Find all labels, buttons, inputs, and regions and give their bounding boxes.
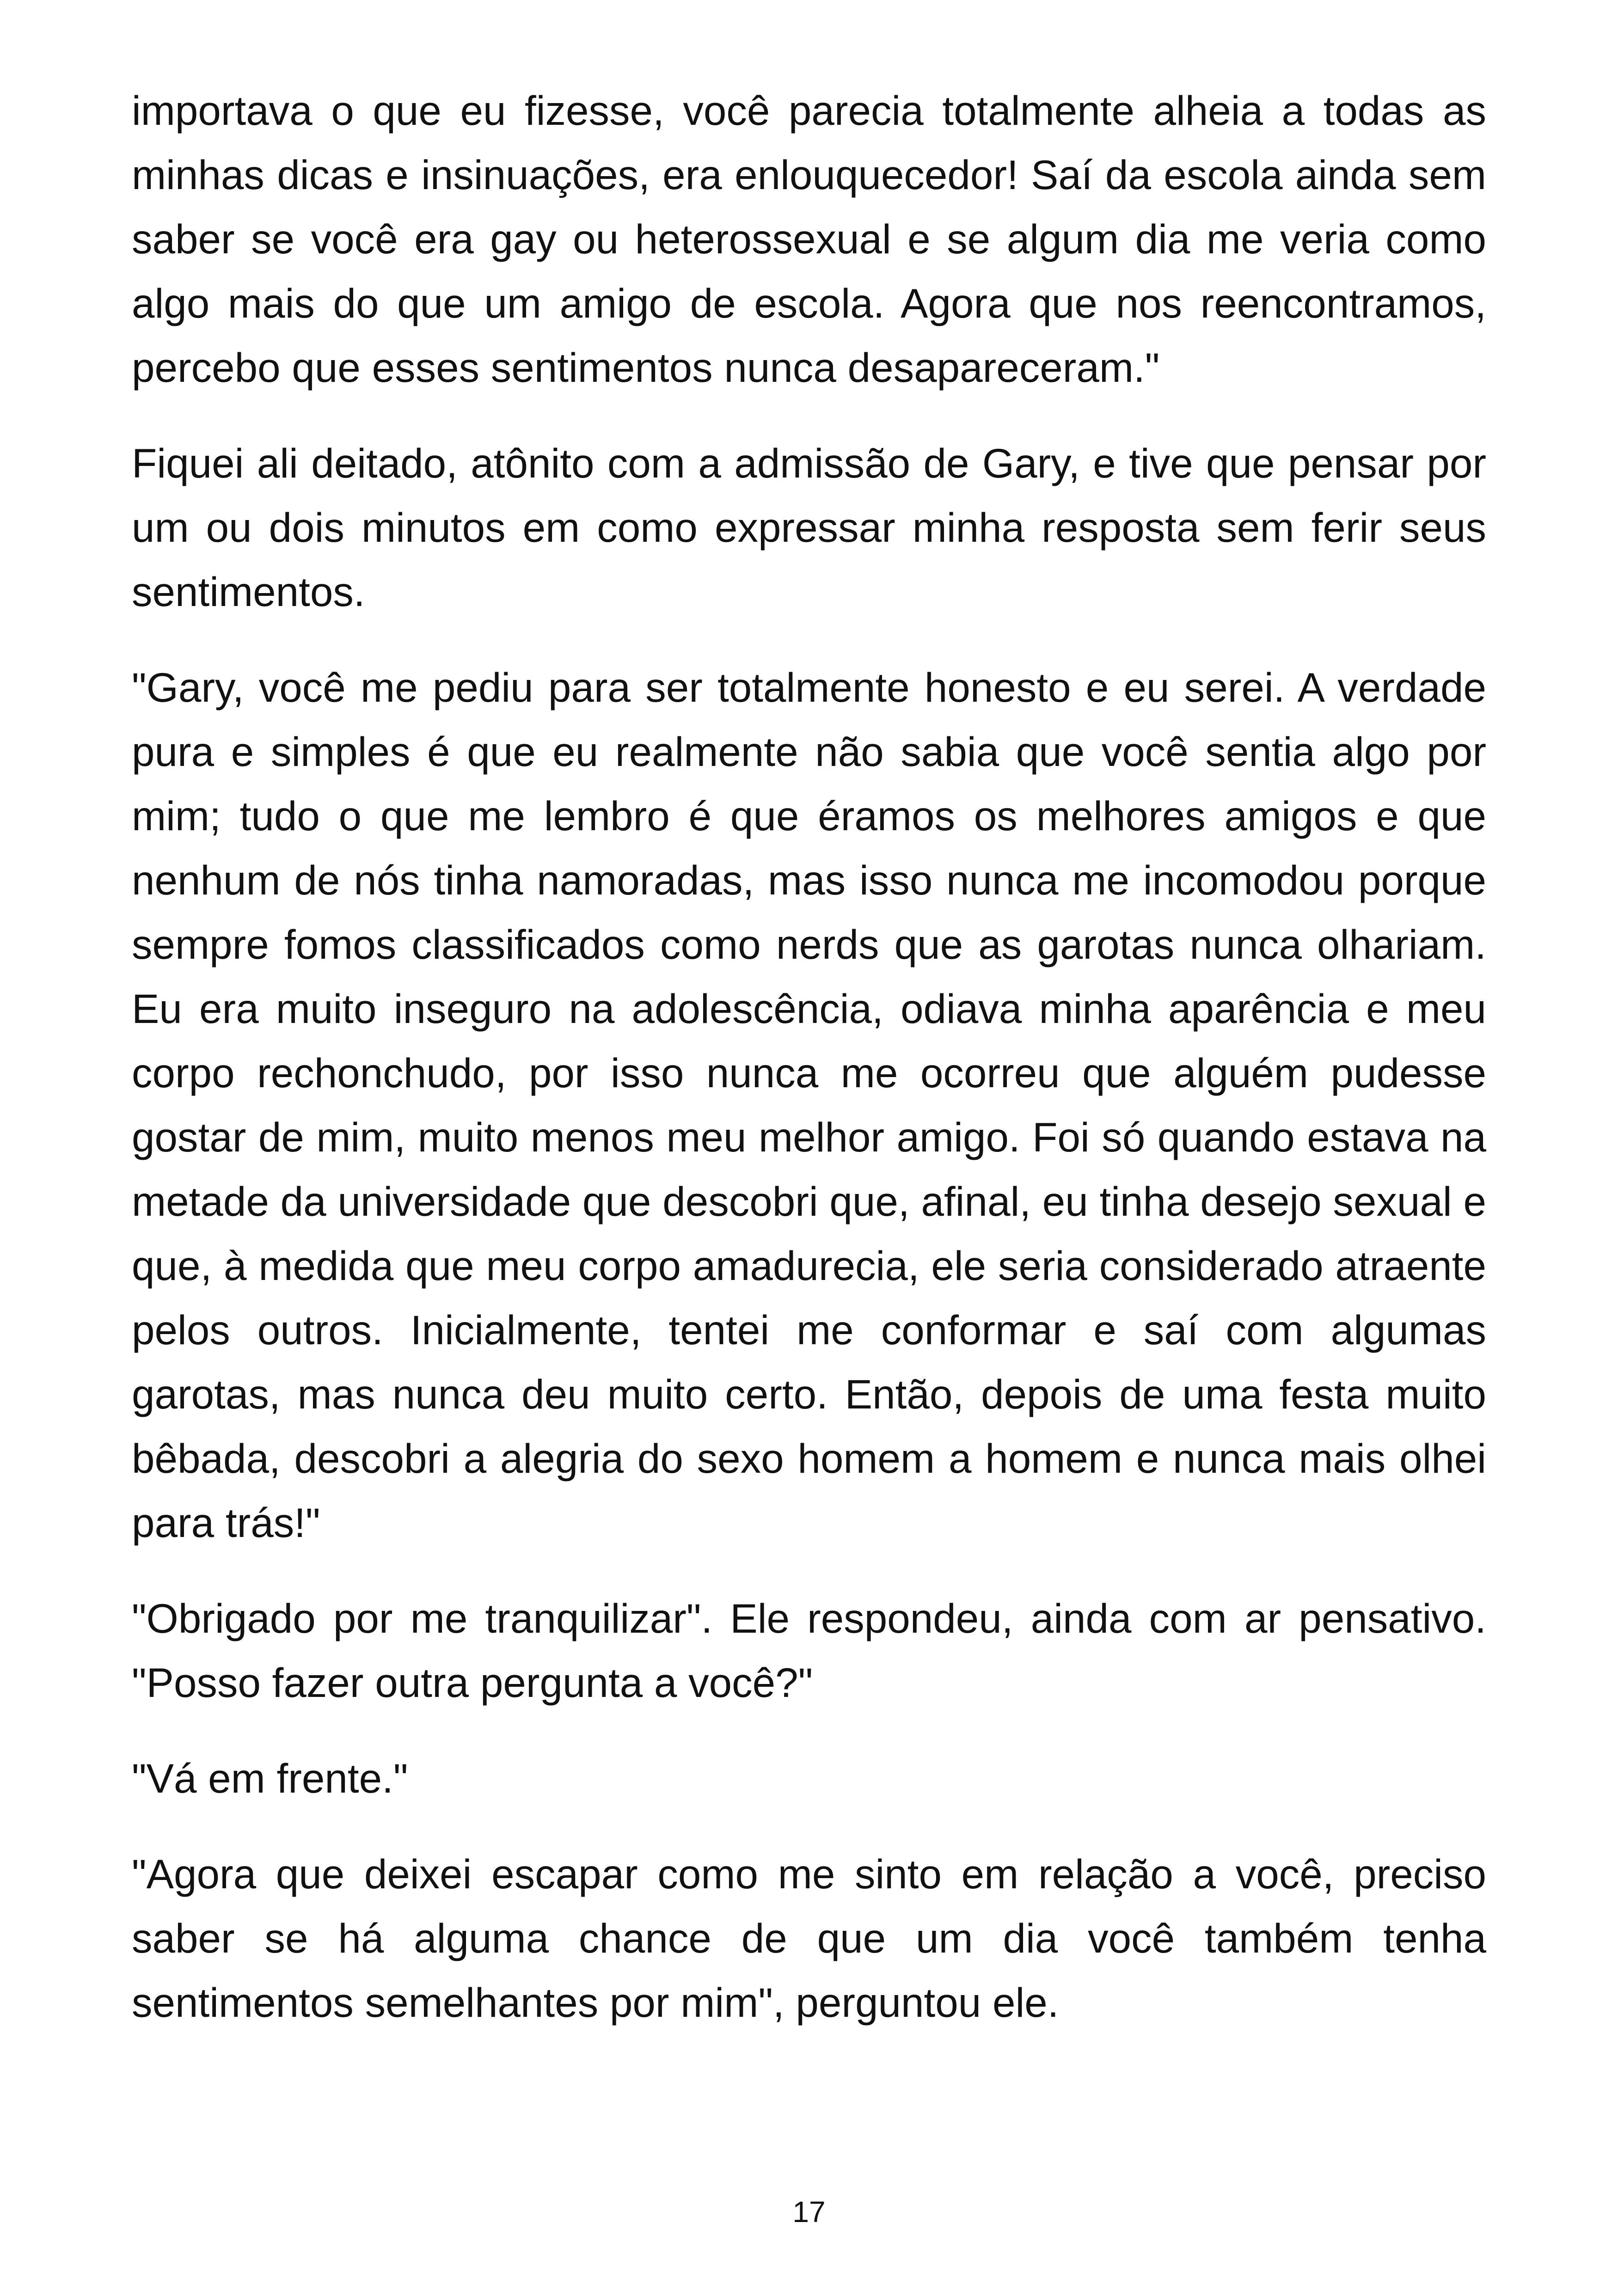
paragraph-5: "Vá em frente." [132, 1755, 408, 1801]
paragraph-4: "Obrigado por me tranquilizar". Ele respondeu, ainda com ar pensativo. "Posso fazer outra pergunta a você?" [132, 1595, 1486, 1706]
paragraph-2: Fiquei ali deitado, atônito com a admissão de Gary, e tive que pensar por um ou dois minutos em como expressar minha resposta sem ferir seus sentimentos. [132, 440, 1486, 615]
paragraph-1: importava o que eu fizesse, você parecia totalmente alheia a todas as minhas dicas e insinuações, era enlouquecedor! Saí da escola ainda sem saber se você era gay ou heterossexual e se algum dia me veria como algo mais do que um amigo de escola. Agora que nos reencontramos, percebo que esses sentimentos nunca desapareceram." [132, 87, 1486, 391]
paragraph-6: "Agora que deixei escapar como me sinto em relação a você, preciso saber se há alguma chance de que um dia você também tenha sentimentos semelhantes por mim", perguntou ele. [132, 1851, 1486, 2026]
paragraph-3: "Gary, você me pediu para ser totalmente honesto e eu serei. A verdade pura e simples é que eu realmente não sabia que você sentia algo por mim; tudo o que me lembro é que éramos os melhores amigos e que nenhum de nós tinha namoradas, mas isso nunca me incomodou porque sempre fomos classificados como nerds que as garotas nunca olhariam. Eu era muito inseguro na adolescência, odiava minha aparência e meu corpo rechonchudo, por isso nunca me ocorreu que alguém pudesse gostar de mim, muito menos meu melhor amigo. Foi só quando estava na metade da universidade que descobri que, afinal, eu tinha desejo sexual e que, à medida que meu corpo amadurecia, ele seria considerado atraente pelos outros. Inicialmente, tentei me conformar e saí com algumas garotas, mas nunca deu muito certo. Então, depois de uma festa muito bêbada, descobri a alegria do sexo homem a homem e nunca mais olhei para trás!" [132, 664, 1486, 1546]
page-number: 17 [792, 2195, 826, 2229]
body-text [132, 79, 1486, 2066]
